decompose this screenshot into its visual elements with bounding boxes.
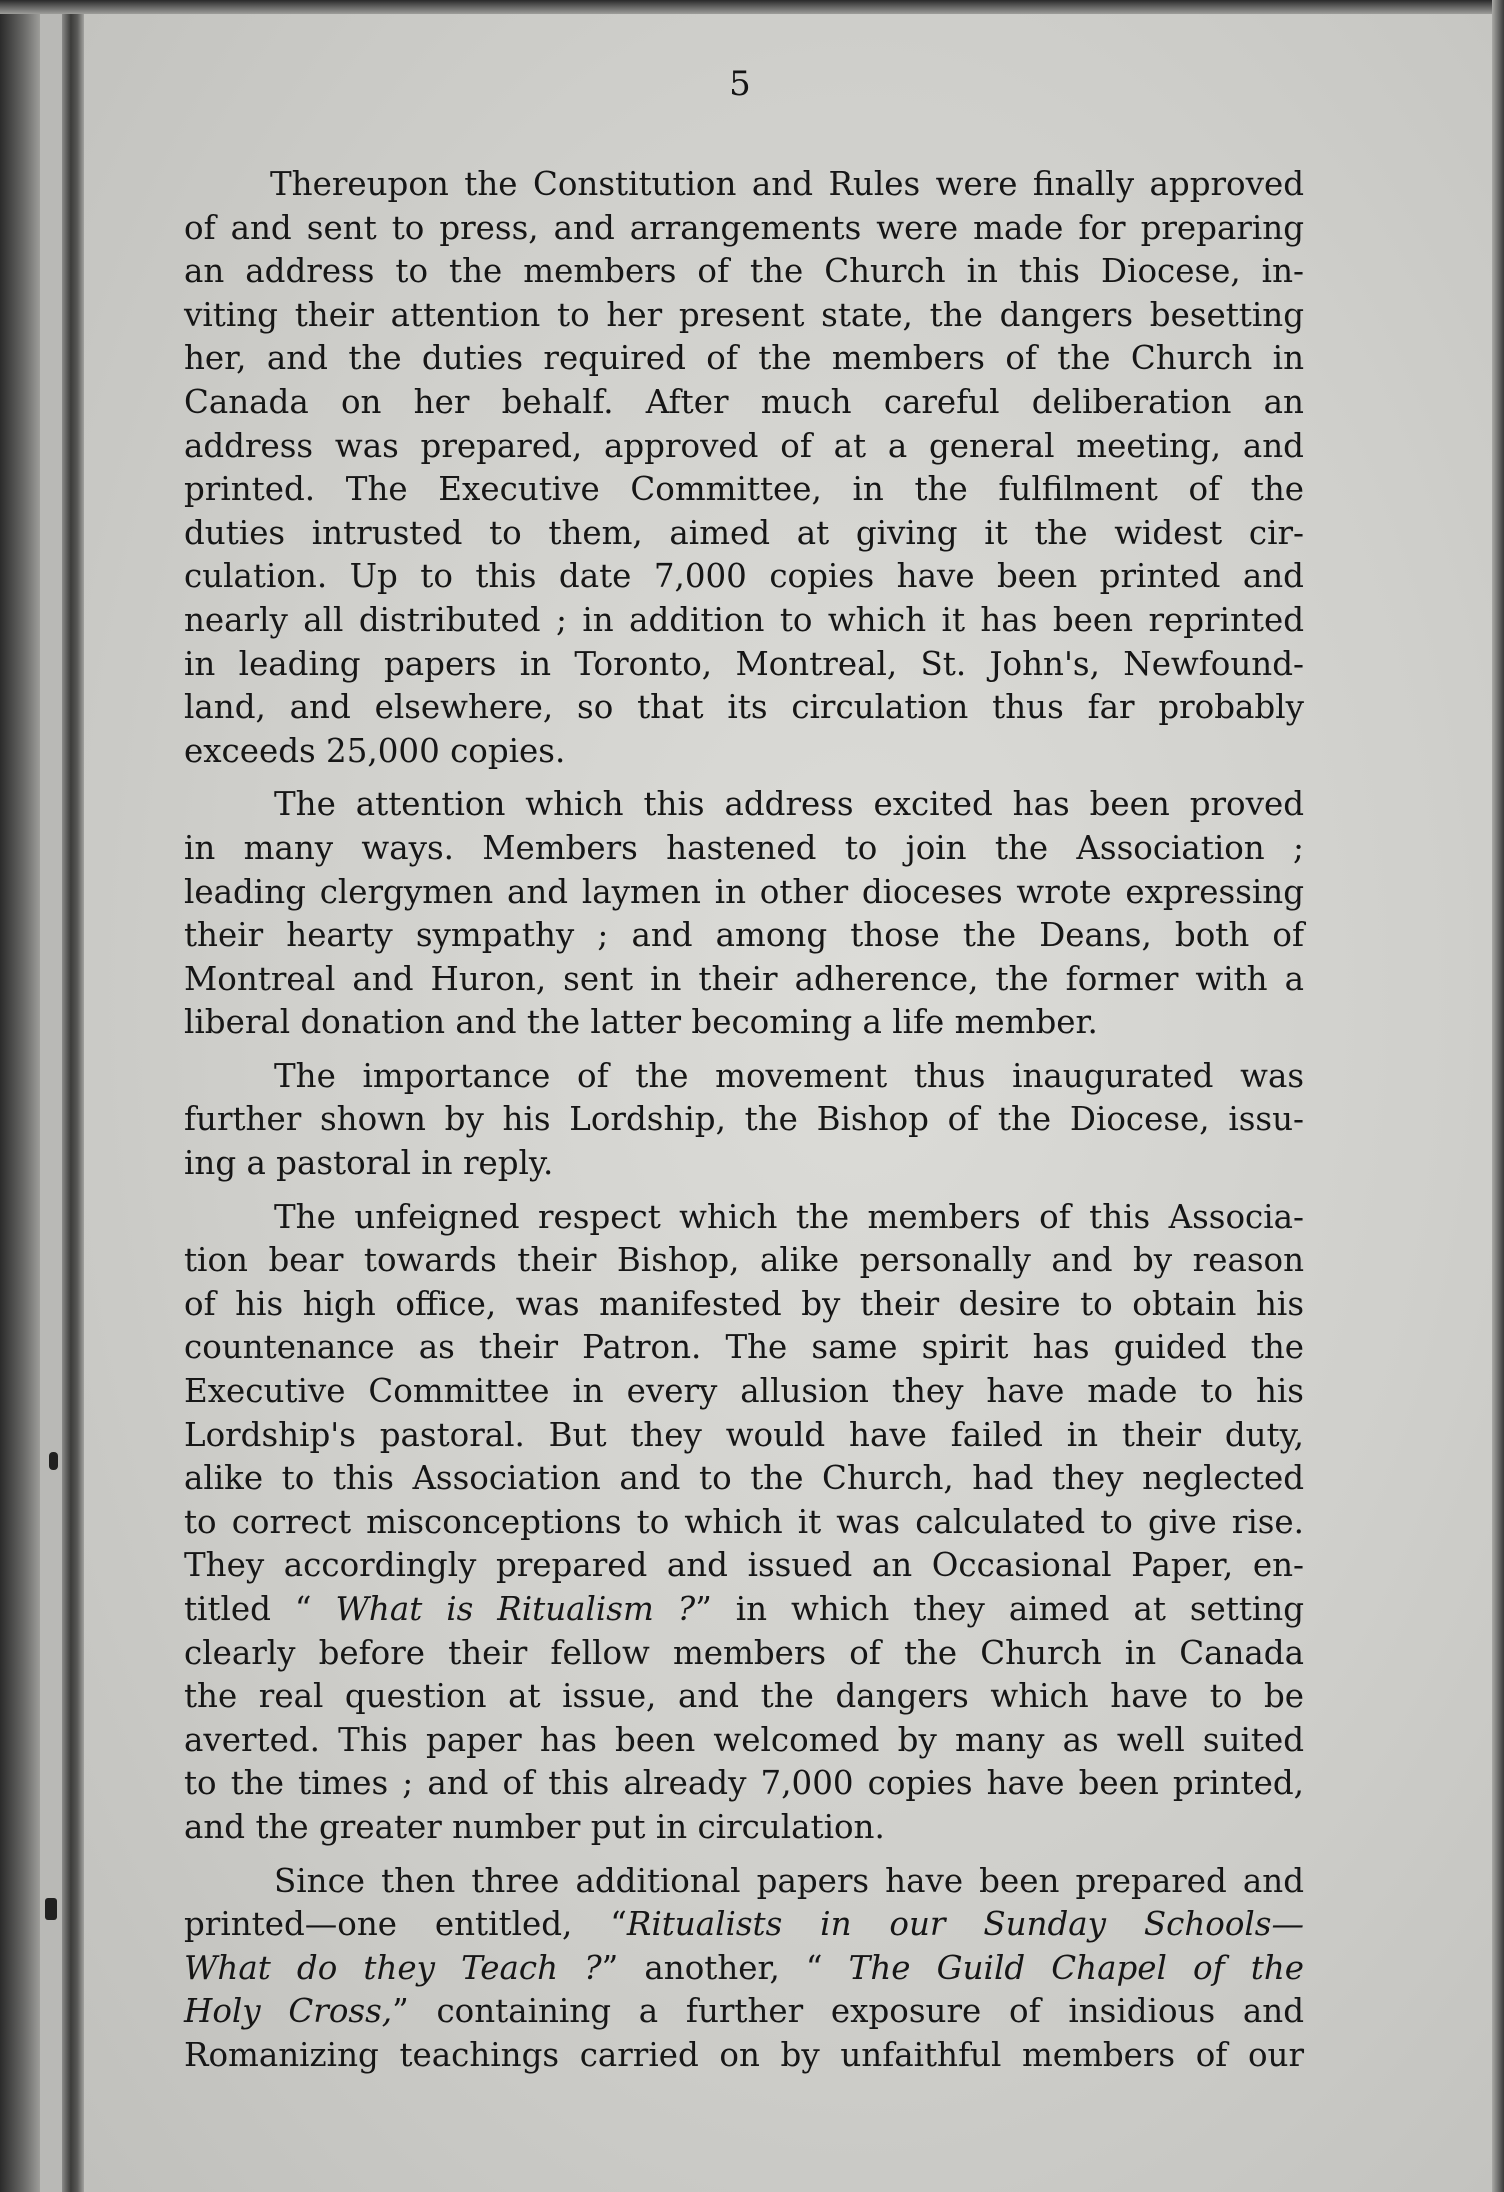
text-line: an address to the members of the Church in this Diocese, in- xyxy=(184,252,1304,291)
text-line: Lordship's pastoral. But they would have failed in their duty, xyxy=(184,1415,1304,1454)
text-line: liberal donation and the latter becoming a life member. xyxy=(184,1003,1098,1042)
book-spine-shadow xyxy=(62,0,84,2192)
text-line: countenance as their Patron. The same spirit has guided the xyxy=(184,1328,1304,1367)
text-line: viting their attention to her present state, the dangers besetting xyxy=(184,295,1304,334)
text-line: duties intrusted to them, aimed at giving it the widest cir- xyxy=(184,513,1304,552)
text-line: culation. Up to this date 7,000 copies have been printed and xyxy=(184,557,1304,596)
text-run: titled “ xyxy=(184,1590,336,1628)
body-text xyxy=(184,163,1304,2088)
text-line: in many ways. Members hastened to join the Association ; xyxy=(184,828,1304,867)
text-line: exceeds 25,000 copies. xyxy=(184,731,566,770)
text-line: her, and the duties required of the members of the Church in xyxy=(184,339,1304,378)
text-line: to the times ; and of this already 7,000 copies have been printed, xyxy=(184,1764,1304,1803)
text-line: land, and elsewhere, so that its circulation thus far probably xyxy=(184,688,1304,727)
text-line: Montreal and Huron, sent in their adherence, the former with a xyxy=(184,959,1304,998)
text-line: averted. This paper has been welcomed by many as well suited xyxy=(184,1720,1304,1759)
paper-title-italic: The Guild Chapel of the xyxy=(848,1948,1304,1987)
text-line xyxy=(184,1903,1304,1947)
text-line: ing a pastoral in reply. xyxy=(184,1144,554,1183)
text-line: the real question at issue, and the dangers which have to be xyxy=(184,1677,1304,1716)
text-line: Since then three additional papers have been prepared and xyxy=(274,1861,1304,1900)
paragraph-5 xyxy=(184,1860,1304,2078)
text-line: tion bear towards their Bishop, alike personally and by reason xyxy=(184,1241,1304,1280)
text-line: The importance of the movement thus inaugurated was xyxy=(274,1056,1304,1095)
text-line: printed. The Executive Committee, in the fulfilment of the xyxy=(184,470,1304,509)
top-edge-shadow xyxy=(0,0,1504,14)
paragraph-2 xyxy=(184,783,1304,1045)
text-line: address was prepared, approved of at a general meeting, and xyxy=(184,426,1304,465)
text-line: nearly all distributed ; in addition to which it has been reprinted xyxy=(184,600,1304,639)
text-line: their hearty sympathy ; and among those the Deans, both of xyxy=(184,916,1304,955)
text-line: Thereupon the Constitution and Rules were finally approved xyxy=(270,165,1304,203)
book-edge-shadow xyxy=(0,0,40,2192)
text-line: Romanizing teachings carried on by unfaithful members of our xyxy=(184,2035,1304,2074)
paragraph-3 xyxy=(184,1055,1304,1186)
text-line: in leading papers in Toronto, Montreal, St. John's, Newfound- xyxy=(184,644,1304,683)
text-line: Executive Committee in every allusion they have made to his xyxy=(184,1372,1304,1411)
paragraph-4 xyxy=(184,1196,1304,1850)
text-line: alike to this Association and to the Church, had they neglected xyxy=(184,1459,1304,1498)
text-run: ” in which they aimed at setting xyxy=(695,1590,1305,1628)
text-line: Canada on her behalf. After much careful deliberation an xyxy=(184,382,1304,421)
paper-title-italic: What do they Teach ? xyxy=(184,1948,602,1987)
text-run: ” containing a further exposure of insidious and xyxy=(392,1992,1304,2031)
text-line: clearly before their fellow members of the Church in Canada xyxy=(184,1633,1304,1672)
text-line: and the greater number put in circulation. xyxy=(184,1807,885,1846)
text-line: to correct misconceptions to which it was calculated to give rise. xyxy=(184,1502,1304,1541)
text-line: further shown by his Lordship, the Bishop of the Diocese, issu- xyxy=(184,1100,1304,1139)
margin-ink-mark xyxy=(49,1452,58,1470)
text-line xyxy=(184,1588,1304,1632)
right-edge-shadow xyxy=(1492,0,1504,2192)
page-number: 5 xyxy=(729,64,751,104)
text-line: The unfeigned respect which the members of this Associa- xyxy=(274,1197,1304,1236)
paragraph-1 xyxy=(184,163,1304,773)
paper-title-italic: What is Ritualism ? xyxy=(335,1590,696,1628)
text-line: of and sent to press, and arrangements were made for preparing xyxy=(184,208,1304,247)
text-line: leading clergymen and laymen in other dioceses wrote expressing xyxy=(184,872,1304,911)
text-line: of his high office, was manifested by their desire to obtain his xyxy=(184,1284,1304,1323)
paper-title-italic: Holy Cross, xyxy=(184,1992,393,2031)
text-run: ” another, “ xyxy=(601,1948,849,1987)
text-run: printed—one entitled, “ xyxy=(184,1905,627,1944)
text-line: The attention which this address excited has been proved xyxy=(274,785,1304,824)
text-line xyxy=(184,1947,1304,1991)
text-line: They accordingly prepared and issued an Occasional Paper, en- xyxy=(184,1546,1304,1585)
margin-ink-mark xyxy=(45,1898,57,1920)
paper-title-italic: Ritualists in our Sunday Schools— xyxy=(626,1905,1304,1944)
text-line xyxy=(184,1990,1304,2034)
